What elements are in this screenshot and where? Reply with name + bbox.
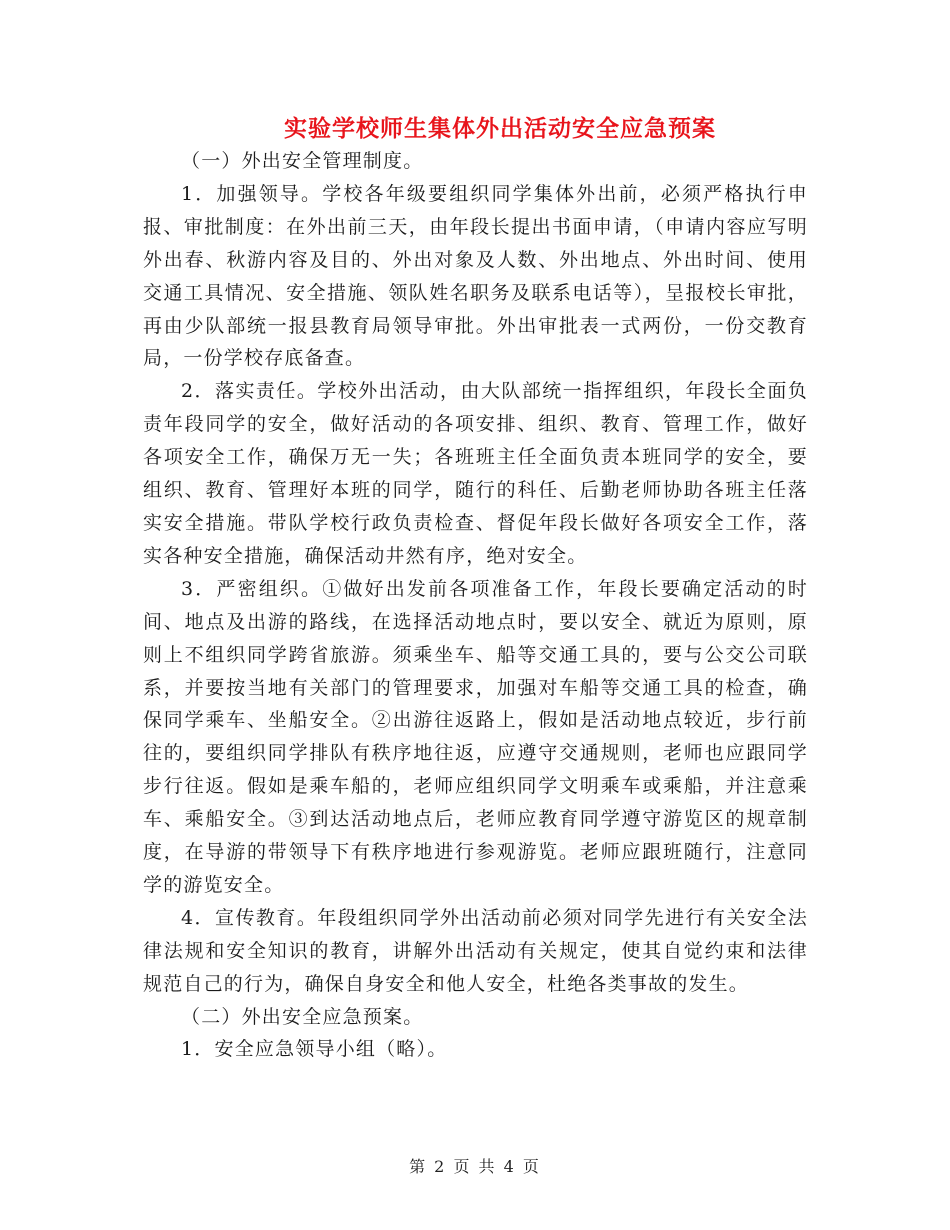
paragraph-leadership-group: 1．安全应急领导小组（略）。 [181,1038,448,1061]
paragraph-organization: 3．严密组织。①做好出发前各项准备工作，年段长要确定活动的时间、地点及出游的路线，在选择活动地点时，要以安全、就近为原则，原则上不组织同学跨省旅游。须乘坐车、船等交通工具的，要与公交公司联系，并要按当地有关部门的管理要求，加强对车船等交通工具的检查，确保同学乘车、坐船安全。②出游往返路上，假如是活动地点较近，步行前往的，要组织同学排队有秩序地往返，应遵守交通规则，老师也应跟同学步行往返。假如是乘车船的，老师应组织同学文明乘车或乘船，并注意乘车、乘船安全。③到达活动地点后，老师应教育同学遵守游览区的规章制度，在导游的带领导下有秩序地进行参观游览。老师应跟班随行，注意同学的游览安全。 [143,577,808,896]
page-number-footer: 第 2 页 共 4 页 [409,1157,541,1176]
document-body [143,145,808,1066]
document-title: 实验学校师生集体外出活动安全应急预案 [284,115,716,142]
paragraph-education: 4．宣传教育。年段组织同学外出活动前必须对同学先进行有关安全法律法规和安全知识的教育，讲解外出活动有关规定，使其自觉约束和法律规范自己的行为，确保自身安全和他人安全，杜绝各类事故的发生。 [143,906,808,995]
paragraph-responsibility: 2．落实责任。学校外出活动，由大队部统一指挥组织，年段长全面负责年段同学的安全，做好活动的各项安排、组织、教育、管理工作，做好各项安全工作，确保万无一失；各班班主任全面负责本班同学的安全，要组织、教育、管理好本班的同学，随行的科任、后勤老师协助各班主任落实安全措施。带队学校行政负责检查、督促年段长做好各项安全工作，落实各种安全措施，确保活动井然有序，绝对安全。 [143,380,808,567]
paragraph-leadership: 1．加强领导。学校各年级要组织同学集体外出前，必须严格执行申报、审批制度：在外出前三天，由年段长提出书面申请，（申请内容应写明外出春、秋游内容及目的、外出对象及人数、外出地点、外出时间、使用交通工具情况、安全措施、领队姓名职务及联系电话等），呈报校长审批，再由少队部统一报县教育局领导审批。外出审批表一式两份，一份交教育局，一份学校存底备查。 [143,182,808,370]
section-heading-2: （二）外出安全应急预案。 [181,1005,424,1028]
section-heading-1: （一）外出安全管理制度。 [181,150,424,172]
